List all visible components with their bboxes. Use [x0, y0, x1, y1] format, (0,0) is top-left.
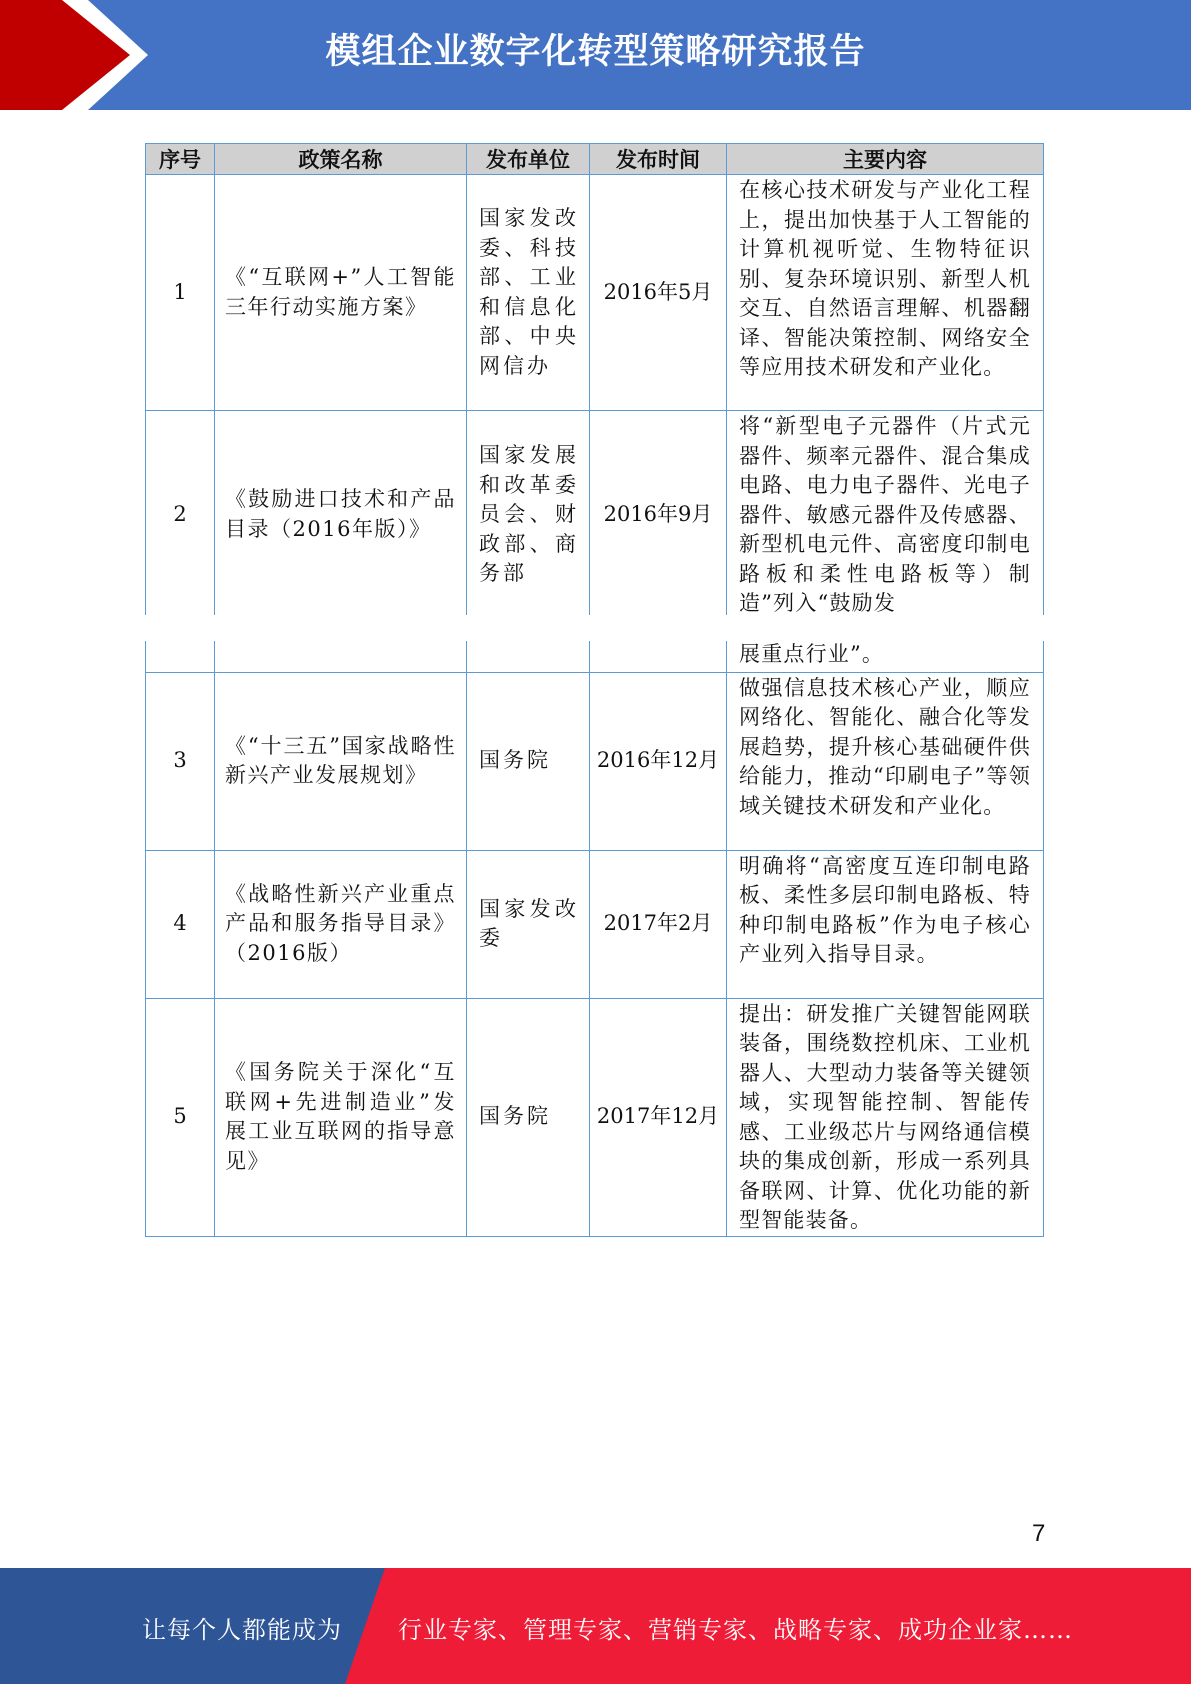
policy-table: [145, 143, 1044, 1237]
row-date: 2017年12月: [590, 998, 727, 1236]
header-date: 发布时间: [590, 144, 727, 175]
row-issuer: 国家发改委、科技部、工业和信息化部、中央网信办: [467, 175, 590, 411]
row-date: 2016年9月: [590, 411, 727, 620]
row-issuer: 国务院: [467, 672, 590, 850]
table-row: [146, 672, 1044, 850]
table-row: [146, 998, 1044, 1236]
header-policy-name: 政策名称: [215, 144, 467, 175]
footer-slogan-left: 让每个人都能成为: [142, 1616, 342, 1644]
row-content-cont: 展重点行业”。: [727, 619, 1044, 672]
row-policy-name: 《国务院关于深化“互联网+先进制造业”发展工业互联网的指导意见》: [215, 998, 467, 1236]
row-issuer: 国务院: [467, 998, 590, 1236]
page-break-gap: [140, 615, 1050, 641]
row-no: 1: [146, 175, 215, 411]
row-no: 3: [146, 672, 215, 850]
table-row: [146, 850, 1044, 998]
row-date: 2016年12月: [590, 672, 727, 850]
row-content: 将“新型电子元器件（片式元器件、频率元器件、混合集成电路、电力电子器件、光电子器件、敏感元器件及传感器、新型机电元件、高密度印制电路板和柔性电路板等）制造”列入“鼓励发: [727, 411, 1044, 620]
page-header-band: [0, 0, 1191, 110]
row-no: 4: [146, 850, 215, 998]
footer-slogan-right: 行业专家、管理专家、营销专家、战略专家、成功企业家……: [398, 1616, 1073, 1644]
row-content: 在核心技术研发与产业化工程上，提出加快基于人工智能的计算机视听觉、生物特征识别、复杂环境识别、新型人机交互、自然语言理解、机器翻译、智能决策控制、网络安全等应用技术研发和产业化。: [727, 175, 1044, 411]
table-row: [146, 411, 1044, 620]
row-content: 提出：研发推广关键智能网联装备，围绕数控机床、工业机器人、大型动力装备等关键领域，实现智能控制、智能传感、工业级芯片与网络通信模块的集成创新，形成一系列具备联网、计算、优化功能的新型智能装备。: [727, 998, 1044, 1236]
row-issuer: 国家发改委: [467, 850, 590, 998]
row-policy-name: 《鼓励进口技术和产品目录（2016年版）》: [215, 411, 467, 620]
header-content: 主要内容: [727, 144, 1044, 175]
report-title: 模组企业数字化转型策略研究报告: [325, 32, 866, 72]
header-issuer: 发布单位: [467, 144, 590, 175]
row-date: 2017年2月: [590, 850, 727, 998]
page-footer-band: [0, 1568, 1191, 1684]
row-policy-name: 《“互联网+”人工智能三年行动实施方案》: [215, 175, 467, 411]
page-number: 7: [1032, 1520, 1046, 1547]
header-no: 序号: [146, 144, 215, 175]
row-content: 做强信息技术核心产业，顺应网络化、智能化、融合化等发展趋势，提升核心基础硬件供给能力，推动“印刷电子”等领域关键技术研发和产业化。: [727, 672, 1044, 850]
row-policy-name: 《“十三五”国家战略性新兴产业发展规划》: [215, 672, 467, 850]
row-policy-name: 《战略性新兴产业重点产品和服务指导目录》（2016版）: [215, 850, 467, 998]
row-no: 2: [146, 411, 215, 620]
row-date: 2016年5月: [590, 175, 727, 411]
row-content: 明确将“高密度互连印制电路板、柔性多层印制电路板、特种印制电路板”作为电子核心产业列入指导目录。: [727, 850, 1044, 998]
row-issuer: 国家发展和改革委员会、财政部、商务部: [467, 411, 590, 620]
row-no: 5: [146, 998, 215, 1236]
table-header-row: [146, 144, 1044, 175]
table-row: [146, 175, 1044, 411]
